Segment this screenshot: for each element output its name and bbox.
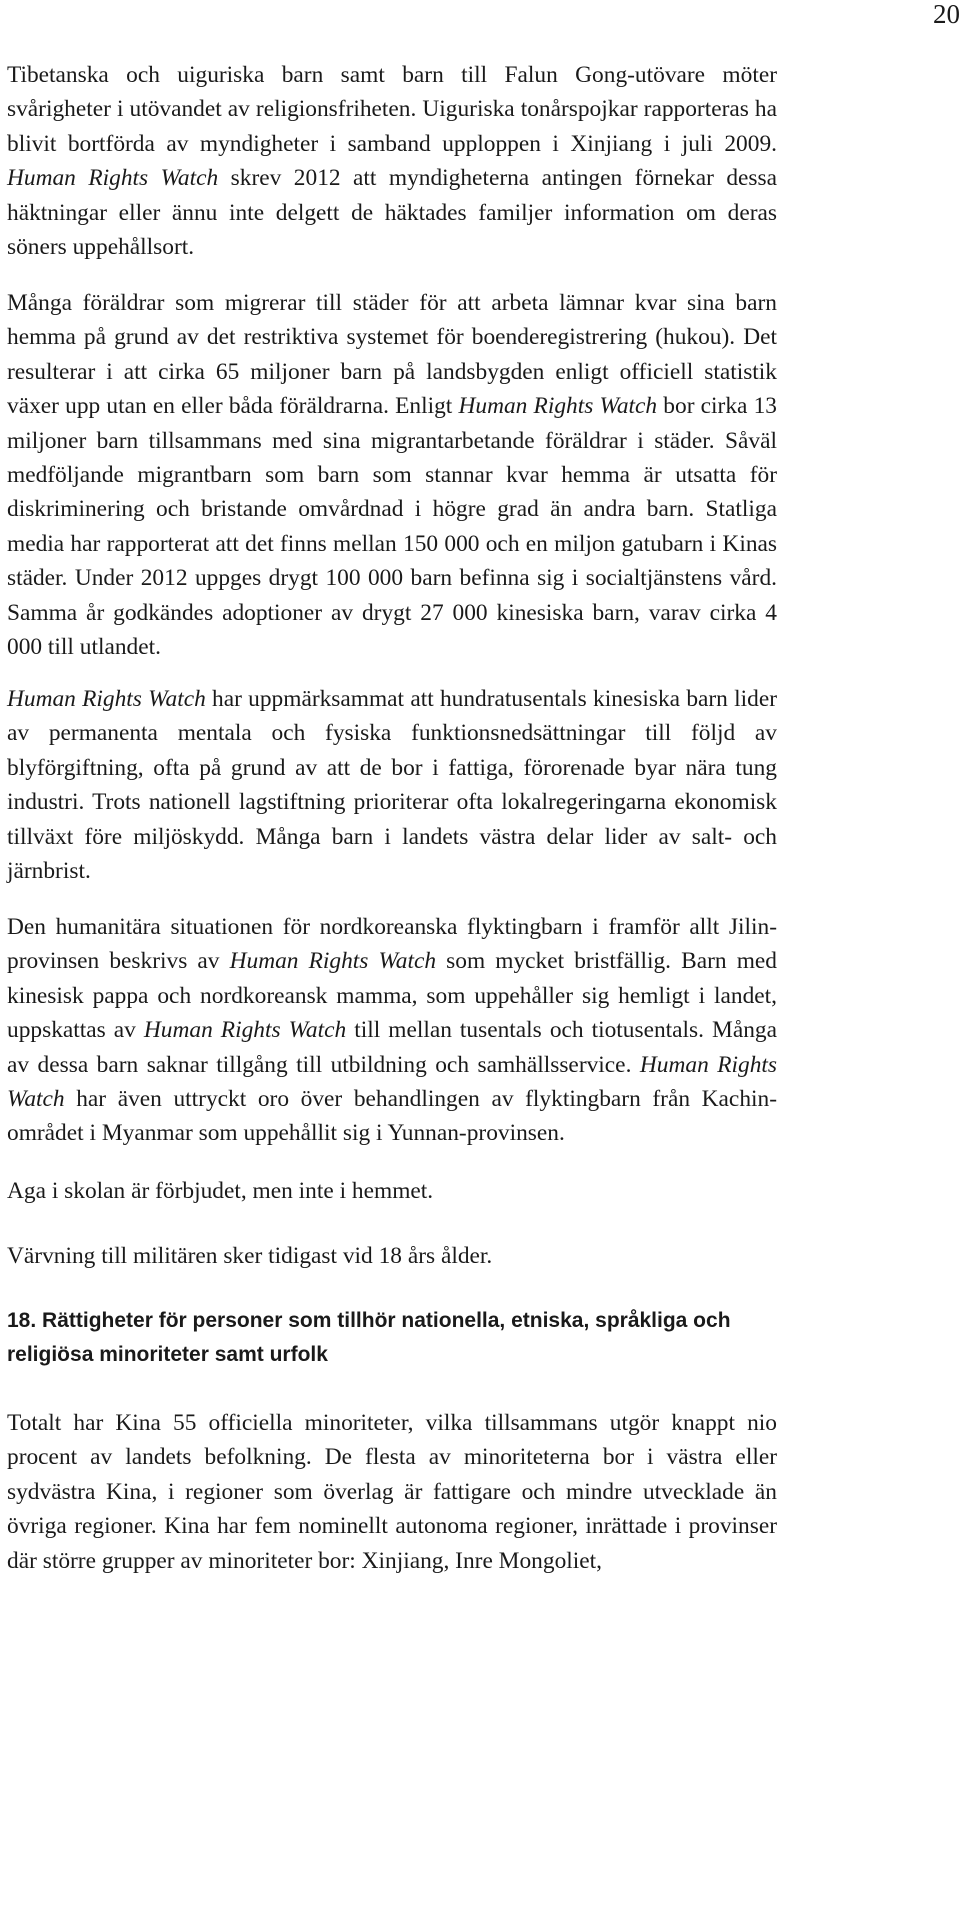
organization-name: Human Rights Watch: [7, 1051, 778, 1113]
text-run: Många föräldrar som migrerar till städer för att arbeta lämnar kvar sina barn hemma på grund av det restriktiva systemet för boenderegistrering (hukou). Det resulterar i att cirka 65 miljoner barn på landsbygden enligt officiell statistik växer upp utan en eller båda föräldrarna. Enligt: [7, 290, 777, 420]
organization-name: Human Rights Watch: [458, 393, 658, 420]
text-run: till mellan tusentals och tiotusentals. Många av dessa barn saknar tillgång till utbildning och samhällsservice.: [7, 1017, 777, 1078]
text-run: har uppmärksammat att hundratusentals kinesiska barn lider av permanenta mentala och fysiska funktionsnedsättningar till följd av blyförgiftning, ofta på grund av att de bor i fattiga, förorenade byar nära tung industri. Trots nationell lagstiftning prioriterar ofta lokalregeringarna ekonomisk tillväxt före miljöskydd. Många barn i landets västra delar lider av salt- och järnbrist.: [7, 686, 778, 885]
paragraph-minorities: [7, 1406, 777, 1578]
organization-name: Human Rights Watch: [143, 1017, 347, 1044]
section-heading-text: 18. Rättigheter för personer som tillhör nationella, etniska, språkliga och religiösa minoriteter samt urfolk: [7, 1309, 731, 1367]
text-run: som mycket bristfällig. Barn med kinesisk pappa och nordkoreansk mamma, som uppehåller sig hemligt i landet, uppskattas av: [7, 948, 777, 1044]
section-heading-18: [7, 1304, 782, 1373]
text-run: Den humanitära situationen för nordkoreanska flyktingbarn i framför allt Jilin-provinsen beskrivs av: [7, 914, 777, 975]
text-run: har även uttryckt oro över behandlingen av flyktingbarn från Kachin-området i Myanmar som uppehållit sig i Yunnan-provinsen.: [7, 1086, 777, 1147]
organization-name: Human Rights Watch: [7, 686, 206, 712]
paragraph-text: [7, 1239, 777, 1273]
paragraph-text: [7, 58, 777, 264]
text-run: Aga i skolan är förbjudet, men inte i hemmet.: [7, 1178, 434, 1204]
paragraph-text: [7, 286, 777, 664]
text-run: skrev 2012 att myndigheterna antingen förnekar dessa häktningar eller ännu inte delgett de häktades familjer information om deras söners uppehållsort.: [7, 165, 778, 261]
text-run: Tibetanska och uiguriska barn samt barn till Falun Gong-utövare möter svårigheter i utövandet av religionsfriheten. Uiguriska tonårspojkar rapporteras ha blivit bortförda av myndigheter i samband upploppen i Xinjiang i juli 2009.: [7, 62, 777, 157]
paragraph-military-recruitment: [7, 1239, 777, 1273]
paragraph-text: [7, 682, 777, 888]
paragraph-religious-freedom: [7, 58, 777, 264]
paragraph-text: [7, 1406, 777, 1578]
paragraph-lead-poisoning: [7, 682, 777, 888]
organization-name: Human Rights Watch: [7, 165, 219, 192]
paragraph-migrant-children: [7, 286, 777, 664]
organization-name: Human Rights Watch: [229, 948, 437, 975]
paragraph-text: [7, 1174, 777, 1208]
text-run: bor cirka 13 miljoner barn tillsammans med sina migrantarbetande föräldrar i städer. Såväl medföljande migrantbarn som barn som stannar kvar hemma är utsatta för diskriminering och bristande omvårdnad i högre grad än andra barn. Statliga media har rapporterat att det finns mellan 150 000 och en miljon gatubarn i Kinas städer. Under 2012 uppges drygt 100 000 barn befinna sig i socialtjänstens vård. Samma år godkändes adoptioner av drygt 27 000 kinesiska barn, varav cirka 4 000 till utlandet.: [7, 393, 777, 661]
paragraph-corporal-punishment: [7, 1174, 777, 1208]
paragraph-text: [7, 910, 777, 1151]
text-run: Värvning till militären sker tidigast vid 18 års ålder.: [7, 1243, 493, 1269]
page-number: 20: [933, 0, 960, 29]
paragraph-refugee-children: [7, 910, 777, 1151]
text-run: Totalt har Kina 55 officiella minoriteter, vilka tillsammans utgör knappt nio procent av landets befolkning. De flesta av minoriteterna bor i västra eller sydvästra Kina, i regioner som överlag är fattigare och mindre utvecklade än övriga regioner. Kina har fem nominellt autonoma regioner, inrättade i provinser där större grupper av minoriteter bor: Xinjiang, Inre Mongoliet,: [7, 1410, 777, 1574]
